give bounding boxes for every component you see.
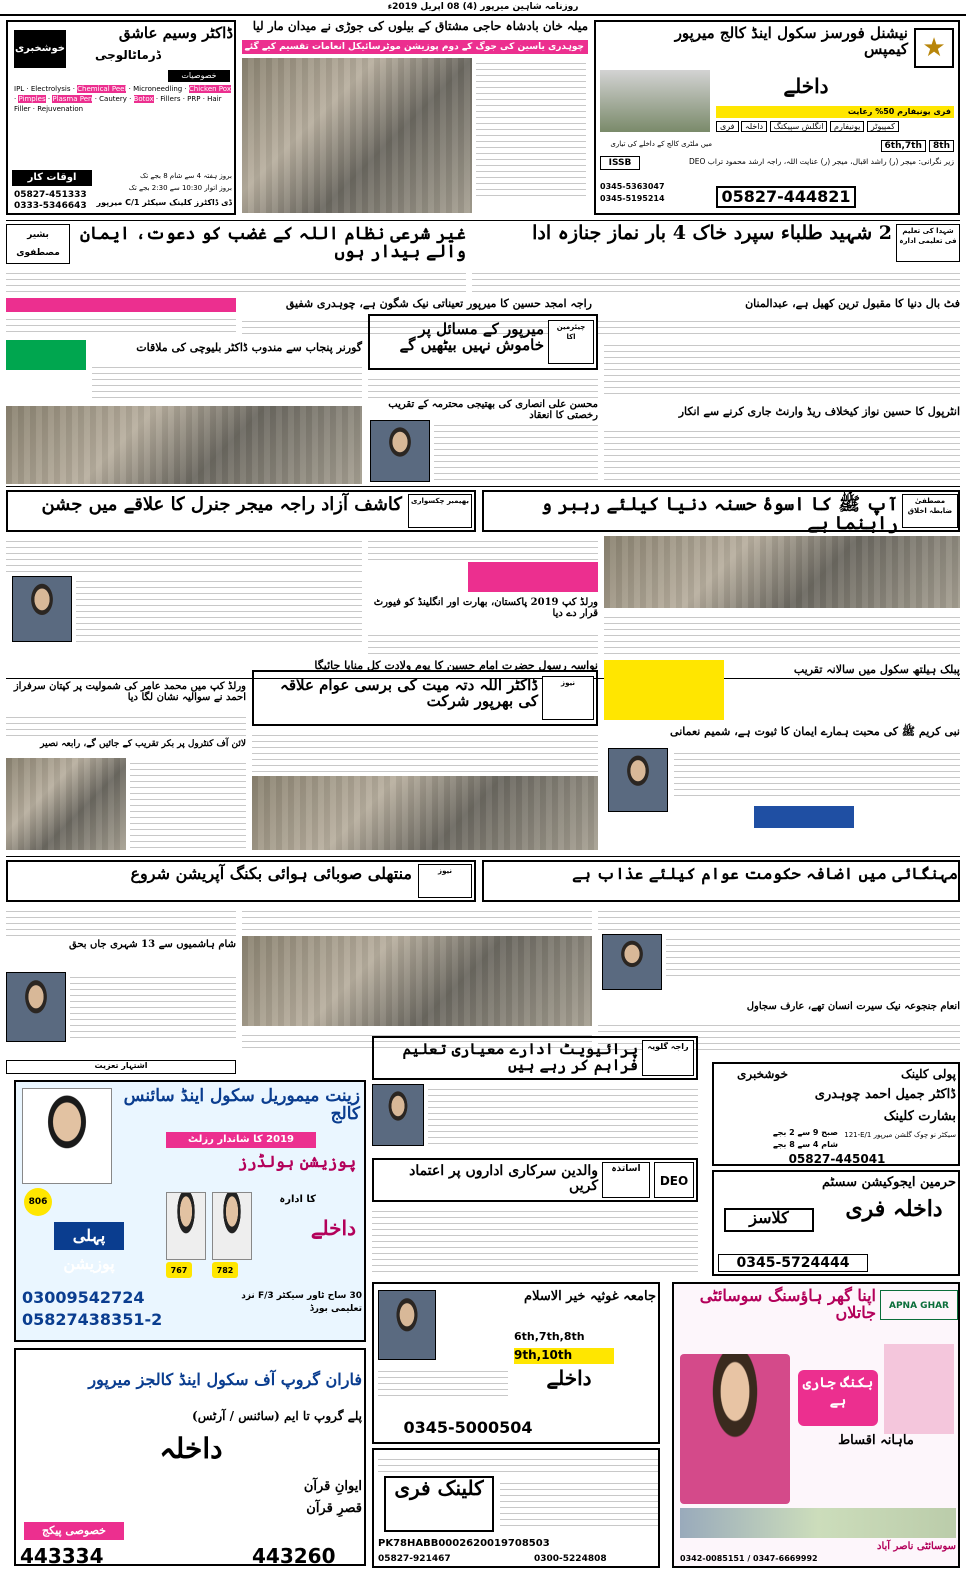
- derma-term: Chicken Pox: [188, 85, 231, 93]
- derma-term: Rejuvenation: [37, 105, 84, 113]
- school-ad-classes: [716, 138, 954, 154]
- headline-17: لائن آف کنٹرول پر بکر تقریب کے جائیں گے، رابعہ نصیر: [40, 739, 246, 749]
- jamia-title: جامعہ غوثیہ خیر الاسلام: [524, 1289, 656, 1304]
- zeenat-phone-1: 03009542724: [22, 1288, 145, 1307]
- deo-tag: DEO: [654, 1162, 694, 1198]
- faran-quran-1: ایوانِ قرآن: [303, 1479, 362, 1494]
- apna-ghar-phone: 0342-0085151 / 0347-6669992: [680, 1554, 818, 1563]
- story-text: [666, 934, 960, 976]
- green-box: [6, 340, 86, 370]
- school-ad-contacts: زیر نگرانی: میجر (ر) راشد اقبال، میجر (ر) عنایت اللہ، راجہ ارشد محمود تراب DEO: [688, 157, 954, 166]
- apna-ghar-installments: ماہانہ اقساط: [838, 1433, 914, 1448]
- faran-subtitle: پلے گروپ تا ایم (سائنس / آرٹس): [192, 1409, 362, 1423]
- jamia-text: [378, 1366, 508, 1396]
- barsi-story: [252, 670, 598, 726]
- story-12-text: [368, 630, 598, 654]
- construction-story: [242, 906, 592, 1056]
- derma-terms-list: IPL · Electrolysis · Chemical Peel · Microneedling · Chicken Pox · Pimples · Plasma Pen · Cautery · Botox · Fillers · PRP · Hair Filler · Rejuvenation: [14, 85, 231, 113]
- interpol-story: [604, 406, 960, 484]
- harmain-phone: 0345-5724444: [718, 1254, 868, 1272]
- headline-25: شام ہاشمیوں سے 13 شہری جاں بحق: [68, 939, 236, 950]
- headline-16: نبی کریم ﷺ کی محبت ہمارے ایمان کا ثبوت ہے، شمیم نعمانی: [670, 725, 960, 738]
- school-issb: ISSB: [600, 156, 640, 170]
- school-phone-main: 05827-444821: [716, 186, 856, 208]
- marks-badge-1: 806: [24, 1188, 52, 1216]
- story-8-text: [604, 426, 960, 480]
- zeenat-institution: کا ادارہ: [279, 1194, 316, 1205]
- polyclinic-clinic: بشارت کلینک: [883, 1109, 956, 1124]
- headline-11-kicker: مصطفیٰ ضابطہ اخلاق: [902, 494, 958, 528]
- jamia-phone: 0345-5000504: [403, 1418, 533, 1437]
- prophet-love-story: [604, 660, 960, 852]
- school-class: 6th,7th: [881, 140, 926, 152]
- dhq-ad: [372, 1448, 660, 1568]
- story-text: [368, 374, 598, 398]
- polyclinic-doctor: ڈاکٹر جمیل احمد چوہدری: [814, 1087, 956, 1102]
- derma-term: Botox: [133, 95, 154, 103]
- jamia-admission: داخلے: [546, 1366, 592, 1390]
- derma-features-label: خصوصیات: [168, 70, 230, 82]
- story-16-text: [674, 748, 960, 796]
- headline-22-kicker: راجہ گلویہ: [642, 1040, 694, 1076]
- story-text: [242, 906, 592, 930]
- bullock-race-story: [242, 20, 588, 215]
- faran-phone-1: 443334: [20, 1544, 104, 1568]
- apna-ghar-logo: APNA GHAR: [880, 1290, 958, 1320]
- harmain-ad: [712, 1170, 960, 1276]
- headline-18: پبلک ہیلتھ سکول میں سالانہ تقریب: [793, 663, 960, 676]
- derma-term: Cautery: [99, 95, 127, 103]
- dhq-text: [378, 1454, 658, 1472]
- headline-4: راجہ امجد حسین کا میرپور تعیناتی نیک شگون ہے، چوہدری شفیق: [285, 297, 592, 310]
- pink-news-strip: [6, 298, 236, 338]
- bisharat-clinic-ad: [712, 1062, 960, 1166]
- story-9-text: [434, 420, 598, 480]
- derma-term: Microneedling: [133, 85, 183, 93]
- school-item: یونیفارم: [830, 121, 864, 132]
- derma-term: IPL: [14, 85, 25, 93]
- derma-phone-2: 0333-5346643: [14, 201, 87, 211]
- headline-9: محسن علی انصاری کی بھتیجی محترمہ کے تقریب رخصتی کا انعقاد: [388, 399, 598, 421]
- headline-20: منتھلی صوبائی ہوائی بکنگ آپریشن شروع: [130, 864, 412, 883]
- marks-badge-3: 767: [166, 1262, 192, 1278]
- story-5-text: [598, 316, 960, 334]
- pink-box: [468, 562, 598, 592]
- flights-story: [6, 860, 476, 902]
- kashif-story: [6, 490, 476, 532]
- headline-8: انٹرپول کا حسین نواز کیخلاف ریڈ وارنٹ جاری کرنے سے انکار: [678, 405, 960, 418]
- meeting-photo: [6, 406, 362, 484]
- zeenat-title: زینت میموریل سکول اینڈ سائنس کالج: [123, 1086, 360, 1124]
- school-item: فری: [716, 121, 739, 132]
- story-7-text: [92, 362, 362, 398]
- amir-story: [6, 682, 246, 852]
- flights-kicker: نیوز: [418, 864, 472, 898]
- headline-3: غیر شرعی نظام اللہ کے غضب کو دعوت، ایمان والے بیدار ہوں: [79, 224, 466, 262]
- derma-term: Chemical Peel: [77, 85, 127, 93]
- headline-13: نواسہ رسول حضرت امام حسین کا یوم ولادت کل منایا جائیگا: [314, 659, 598, 672]
- headline-3-kicker: بشیر مصطفوی: [6, 224, 70, 264]
- private-schools-body: [372, 1084, 698, 1154]
- derma-specialty: ڈرماٹالوجی: [94, 48, 162, 62]
- faran-quran-2: قصرِ قرآن: [306, 1501, 362, 1516]
- derma-phone-1: 05827-451333: [14, 190, 87, 200]
- dhq-phone-2: 0300-5224808: [534, 1554, 607, 1564]
- headline-10: کاشف آزاد راجہ میجر جنرل کا علاقے میں جشن: [41, 494, 402, 515]
- zeenat-result: 2019 کا شاندار رزلٹ: [166, 1132, 316, 1148]
- janjua-photo: [602, 934, 662, 990]
- story-text: [6, 536, 362, 572]
- inflation-story: [482, 860, 960, 902]
- headline-6: میرپور کے مسائل پر خاموش نہیں بیٹھیں گے: [399, 320, 544, 354]
- zeenat-phone-2: 05827438351-2: [22, 1310, 163, 1329]
- story-25-text: [70, 972, 236, 1038]
- barsi-photo: [252, 776, 598, 850]
- headline-14: ورلڈ کپ میں محمد عامر کی شمولیت پر کپتان سرفراز احمد نے سوالیہ نشان لگا دیا: [13, 681, 246, 703]
- headline-23-kicker: اساتذہ: [602, 1162, 650, 1198]
- dhq-free-clinic: کلینک فری: [384, 1476, 494, 1532]
- apna-ghar-booking: بکنگ جاری ہے: [798, 1370, 878, 1426]
- headline-1-sub: چوہدری یاسین کی جوگ کے دوم پوزیشن موٹرسائیکل انعامات تقسیم کیے گئے: [242, 40, 588, 54]
- school-phone-2: 0345-5363047: [600, 182, 665, 191]
- football-story: [598, 298, 960, 338]
- school-ad-title: نیشنل فورسز سکول اینڈ کالج میرپور کیمپس: [674, 24, 908, 58]
- strip-text: [6, 314, 236, 332]
- school-ad-items: [716, 120, 954, 134]
- dhq-account-code: PK78HABB0002620019708503: [378, 1538, 550, 1549]
- jamia-classes: 6th,7th,8th: [514, 1330, 585, 1343]
- barsi-story-body: [252, 730, 598, 852]
- blue-box: [754, 806, 854, 828]
- headline-12: ورلڈ کپ 2019 پاکستان، بھارت اور انگلینڈ کو فیورٹ قرار دے دیا: [373, 597, 598, 619]
- zeenat-address: 30 ساح ٹاور سیکٹر F/3 نزد تعلیمی بورڈ: [241, 1291, 362, 1314]
- derma-term: Electrolysis: [30, 85, 71, 93]
- zeenat-school-ad: [14, 1080, 366, 1342]
- mirpur-issues-story: [368, 314, 598, 370]
- zeenat-admission: داخلے: [310, 1216, 356, 1240]
- kashif-side-kicker: بھیمبر چکسواری: [408, 494, 472, 528]
- faran-package: خصوصی پیکج: [24, 1522, 124, 1540]
- janjua-story: [598, 906, 960, 1056]
- headline-11: آپ ﷺ کا اسوۂ حسنہ دنیا کیلئے رہبر و راہنما ہے: [541, 494, 898, 534]
- student-photo-3: [212, 1192, 252, 1260]
- faran-ad: [14, 1348, 366, 1566]
- derma-good-news-badge: خوشخبری: [14, 30, 66, 68]
- jamia-ad: [372, 1282, 660, 1444]
- polyclinic-phone: 05827-445041: [788, 1152, 886, 1166]
- side-stories: [604, 340, 960, 404]
- dhq-phone-1: 05827-921467: [378, 1554, 451, 1564]
- divider: [6, 220, 960, 221]
- school-class-note: میں ملٹری کالج کے داخلے کی تیاری: [610, 140, 712, 148]
- divider: [6, 486, 960, 487]
- event-photo: [242, 58, 472, 213]
- derma-clinic-ad: [6, 20, 236, 215]
- headline-2-kicker: شہدا کی تعلیم فی تعلیمی ادارہ: [896, 224, 960, 262]
- harmain-admission: داخلہ فری: [845, 1196, 943, 1222]
- scholar-photo: [608, 748, 668, 812]
- polyclinic-brand: پولی کلینک: [900, 1067, 956, 1081]
- polyclinic-timing-2: شام 4 سے 8 بجے: [772, 1140, 838, 1149]
- portrait-photo: [370, 420, 430, 482]
- star-logo-icon: ★: [914, 28, 954, 68]
- student-photo-2: [166, 1192, 206, 1260]
- harmain-classes: کلاسز: [724, 1208, 814, 1232]
- story-3-text: [6, 268, 466, 292]
- award-photo: [6, 758, 126, 850]
- apna-ghar-side-list: [884, 1344, 954, 1434]
- school-item: داخلہ: [741, 121, 767, 132]
- story-text: [604, 612, 960, 654]
- school-ad-admission: داخلے: [783, 74, 829, 98]
- school-admission-ad: [594, 20, 960, 215]
- harmain-title: حرمین ایجوکیشن سسٹم: [821, 1175, 956, 1190]
- story-1-text: [476, 58, 586, 196]
- story-15-text: [252, 730, 598, 772]
- masthead-rule: [0, 14, 966, 16]
- prophet-story: [482, 490, 960, 532]
- students-photo: [600, 70, 710, 132]
- polyclinic-timing-1: صبح 9 سے 2 بجے: [772, 1128, 838, 1137]
- faran-admission: داخلہ: [159, 1432, 223, 1465]
- condolence-label: اشتہار تعزیت: [6, 1060, 236, 1074]
- martyrs-story: [472, 224, 960, 294]
- headline-23: والدین سرکاری اداروں پر اعتماد کریں: [409, 1163, 598, 1194]
- faran-title: فاران گروپ آف سکول اینڈ کالجز میرپور: [88, 1370, 362, 1389]
- story-23-text: [372, 1206, 698, 1272]
- model-photo: [680, 1354, 790, 1504]
- derma-clinic-address: ڈی ڈاکٹرز کلینک سیکٹر C/1 میرپور: [96, 198, 232, 207]
- derma-timings-label: اوقات کار: [12, 170, 92, 186]
- divider: [6, 856, 960, 857]
- student-photo: [22, 1088, 112, 1184]
- headline-15: ڈاکٹر اللہ دتہ میت کی برسی عوام علاقہ کی بھرپور شرکت: [280, 676, 538, 710]
- derma-term: Fillers: [160, 95, 181, 103]
- story-text: [368, 536, 598, 560]
- story-text: [598, 906, 960, 930]
- headline-5: فٹ بال دنیا کا مقبول ترین کھیل ہے، عبدالمنان: [745, 297, 960, 310]
- derma-timing-1: بروز ہفتہ 4 سے شام 8 بجے تک: [139, 172, 232, 180]
- marks-badge-2: 782: [212, 1262, 238, 1278]
- headline-1: میلہ خان بادشاہ حاجی مشتاق کے بیلوں کی جوڑی نے میدان مار لیا: [252, 19, 588, 33]
- school-ad-free-note: فری یونیفارم 50% رعایت: [716, 106, 954, 118]
- zeenat-position: پوزیشن ہولڈرز: [237, 1152, 356, 1171]
- apna-ghar-title: اپنا گھر ہاؤسنگ سوسائٹی جاتلاں: [699, 1286, 876, 1322]
- apna-ghar-ad: [672, 1282, 960, 1568]
- gathering-photo: [604, 536, 960, 608]
- story-text: [6, 906, 236, 936]
- houses-photo: [680, 1508, 956, 1538]
- school-class: 8th: [929, 140, 954, 152]
- polyclinic-good-news: خوشخبری: [736, 1067, 788, 1081]
- worldcup-story: [368, 536, 598, 656]
- story-17-text: [130, 758, 246, 848]
- masthead: روزنامہ شاہین میرپور (4) 08 اپریل 2019ء: [387, 2, 579, 12]
- story-2-text: [472, 268, 960, 292]
- derma-doctor-name: ڈاکٹر وسیم عاشق: [118, 24, 233, 42]
- derma-term: Plasma Pen: [52, 95, 93, 103]
- story-14-text: [6, 712, 246, 736]
- barsi-kicker: نیوز: [542, 676, 594, 720]
- school-phone-3: 0345-5195214: [600, 194, 665, 203]
- politician-photo: [6, 972, 66, 1042]
- apna-ghar-footer: سوسائٹی ناصر آباد: [877, 1541, 956, 1552]
- story-22-text: [428, 1084, 698, 1144]
- general-story: [6, 536, 362, 656]
- officer-photo: [12, 576, 72, 642]
- jamia-classes-2: 9th,10th: [514, 1348, 614, 1364]
- headline-7: گورنر پنجاب سے مندوب ڈاکٹر بلیوچی کی ملاقات: [136, 341, 362, 354]
- derma-term: PRP: [187, 95, 201, 103]
- story-text: [76, 576, 362, 642]
- construction-photo: [242, 936, 592, 1026]
- crowd-story: [604, 536, 960, 656]
- pink-bar: [6, 298, 236, 312]
- headline-6-kicker: چیئرمین اکا: [548, 320, 594, 364]
- school-item: کمپیوٹر: [867, 121, 899, 132]
- school-item: انگلش سپیکنگ: [770, 121, 828, 132]
- derma-term: Hair Filler: [14, 95, 222, 113]
- derma-timing-2: بروز اتوار 10:30 سے 2:30 بجے تک: [128, 184, 232, 192]
- private-schools-story: [372, 1036, 698, 1080]
- headline-19: مہنگائی میں اضافہ حکومت عوام کیلئے عذاب ہے: [572, 864, 958, 883]
- syria-story: [6, 906, 236, 1056]
- dhq-text: [500, 1478, 658, 1526]
- polyclinic-address: 121-E/1 سیکٹر نو چوک گلشن میرپور: [844, 1131, 956, 1139]
- faran-phone-2: 443260: [252, 1544, 336, 1568]
- zeenat-first-position: پہلی پوزیشن: [54, 1222, 124, 1250]
- derma-term: Pimples: [18, 95, 46, 103]
- speaker-photo: [372, 1084, 424, 1146]
- governor-story: [6, 340, 362, 404]
- sharia-story: [6, 224, 466, 294]
- side-text: [604, 340, 960, 394]
- wedding-story: [368, 374, 598, 484]
- headline-21: انعام جنجوعہ نیک سیرت انسان تھے، عارف سجاول: [746, 1001, 960, 1012]
- yellow-box: [604, 660, 724, 720]
- headline-22: پرائیویٹ ادارے معیاری تعلیم فراہم کر رہے ہیں: [402, 1040, 638, 1074]
- cleric-photo: [378, 1290, 436, 1360]
- parents-story-body: [372, 1206, 698, 1276]
- headline-2: 2 شہید طلباء سپرد خاک 4 بار نماز جنازہ ادا: [532, 222, 892, 244]
- parents-story: [372, 1158, 698, 1202]
